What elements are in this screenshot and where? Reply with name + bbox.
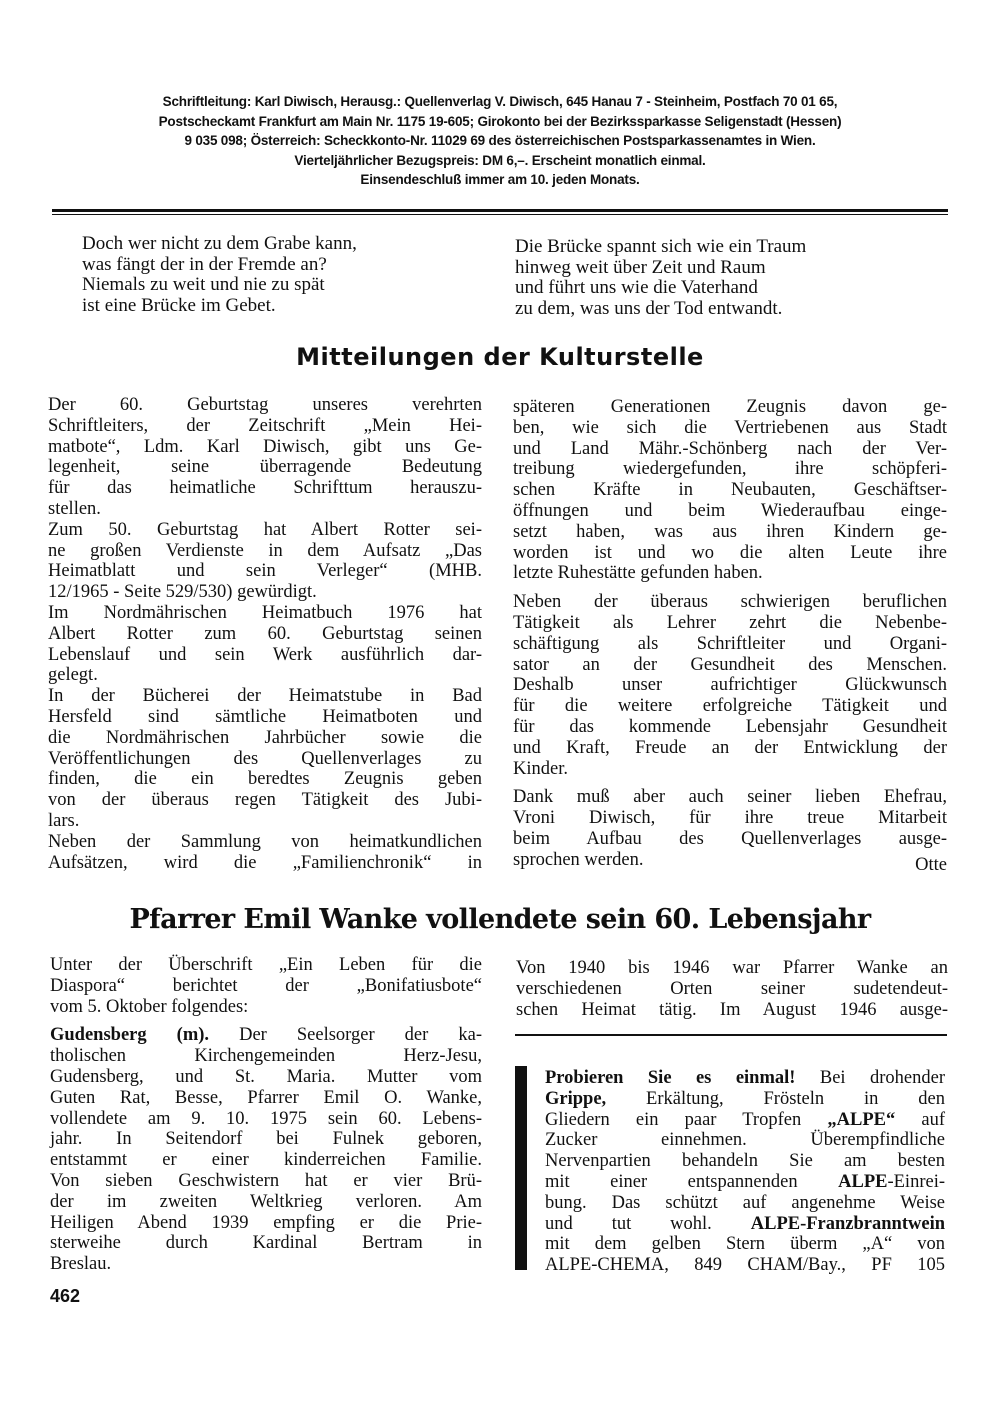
text-line: ne großen Verdienste in dem Aufsatz „Das — [48, 540, 482, 561]
text-line: In der Bücherei der Heimatstube in Bad — [48, 686, 482, 707]
text-line: stellen. — [48, 498, 101, 519]
kulturstelle-right-column — [513, 397, 947, 871]
text-line: Zum 50. Geburtstag hat Albert Rotter sei- — [48, 519, 482, 540]
text-line: für das kommende Lebensjahr Gesundheit — [513, 716, 947, 737]
text-line: vollendete am 9. 10. 1975 sein 60. Lebens- — [50, 1108, 482, 1129]
text-line: beim Aufbau des Quellenverlages ausge- — [513, 828, 947, 849]
poem-line: und führt uns wie die Vaterhand — [515, 277, 758, 298]
text-line: Schriftleiters, der Zeitschrift „Mein Hei- — [48, 415, 482, 436]
advertisement — [545, 1068, 945, 1276]
text-line: und Land Mähr.-Schönberg nach der Ver- — [513, 438, 947, 459]
text-line: entstammt er einer kinderreichen Familie. — [50, 1150, 482, 1171]
masthead-line: Vierteljährlicher Bezugspreis: DM 6,–. Erscheint monatlich einmal. — [294, 152, 706, 168]
text-line: von der überaus regen Tätigkeit des Jubi- — [48, 790, 482, 811]
text-line: Tätigkeit als Lehrer zehrt die Nebenbe- — [513, 612, 947, 633]
kulturstelle-left-column — [48, 395, 482, 873]
text-line: Heimatblatt und sein Verleger“ (MHB. — [48, 561, 482, 582]
wanke-left-column — [50, 955, 482, 1275]
poem-left-stanza — [82, 234, 357, 316]
wanke-right-column — [516, 958, 948, 1020]
text-line: setzt haben, was aus ihren Kindern ge- — [513, 521, 947, 542]
text-line — [545, 1089, 945, 1110]
paragraph — [516, 958, 948, 1020]
masthead-line: Einsendeschluß immer am 10. jeden Monats. — [360, 172, 640, 187]
bold-segment: „ALPE“ — [827, 1109, 896, 1130]
text-segment: Erkältung, Frösteln in den — [606, 1088, 945, 1109]
text-line: der im zweiten Weltkrieg verloren. Am — [50, 1191, 482, 1212]
masthead-rule — [52, 209, 948, 212]
text-line: Diaspora“ berichtet der „Bonifatiusbote“ — [50, 975, 482, 996]
poem-line: Doch wer nicht zu dem Grabe kann, — [82, 233, 357, 254]
text-line: schen Kräfte in Neubauten, Geschäftser- — [513, 480, 947, 501]
text-line: Von sieben Geschwistern hat er vier Brü- — [50, 1170, 482, 1191]
text-line: Breslau. — [50, 1254, 112, 1275]
poem-right-stanza — [515, 237, 806, 319]
poem-line: Niemals zu weit und nie zu spät — [82, 274, 325, 295]
text-segment: auf — [895, 1109, 945, 1130]
text-line: sprochen werden. — [513, 849, 644, 870]
text-line: 12/1965 - Seite 529/530) gewürdigt. — [48, 582, 317, 603]
text-line — [545, 1172, 945, 1193]
page-number: 462 — [50, 1286, 81, 1306]
text-line — [545, 1110, 945, 1131]
paragraph — [513, 592, 947, 779]
paragraph — [48, 520, 482, 603]
text-line: für das heimatliche Schrifttum herauszu- — [48, 478, 482, 499]
text-segment: -Einrei- — [887, 1171, 945, 1192]
text-segment: Der Seelsorger der ka- — [209, 1025, 482, 1046]
text-line: Dank muß aber auch seiner lieben Ehefrau, — [513, 787, 947, 808]
text-line: für die weitere erfolgreiche Tätigkeit und — [513, 696, 947, 717]
text-line: Deshalb unser aufrichtiger Glückwunsch — [513, 675, 947, 696]
text-line: Gudensberg, und St. Maria. Mutter vom — [50, 1066, 482, 1087]
text-line: treibung wiedergefunden, ihre schöpferi- — [513, 459, 947, 480]
text-segment: Bei drohender — [795, 1068, 945, 1088]
text-line: legenheit, seine überragende Bedeutung — [48, 457, 482, 478]
text-segment: Gliedern ein paar Tropfen — [545, 1109, 828, 1130]
text-line: verschiedenen Orten seiner sudetendeut- — [516, 978, 948, 999]
masthead-line: 9 035 098; Österreich: Scheckkonto-Nr. 11029 69 des österreichischen Postsparkassenamtes in Wien. — [184, 133, 816, 148]
text-line: bung. Das schützt auf angenehme Weise — [545, 1192, 945, 1213]
poem-line: Die Brücke spannt sich wie ein Traum — [515, 236, 807, 257]
text-line: und Kraft, Freude an der Entwicklung der — [513, 737, 947, 758]
text-line — [545, 1068, 945, 1089]
masthead-line: Postscheckamt Frankfurt am Main Nr. 1175 19-605; Girokonto bei der Bezirkssparkasse Seligenstadt (Hessen) — [158, 113, 842, 129]
text-line: tholischen Kirchengemeinden Herz-Jesu, — [50, 1046, 482, 1067]
text-line: ALPE-CHEMA, 849 CHAM/Bay., PF 105 — [545, 1255, 945, 1276]
text-line: Hersfeld sind sämtliche Heimatboten und — [48, 706, 482, 727]
text-line: Neben der Sammlung von heimatkundlichen — [48, 831, 482, 852]
text-line: Aufsätzen, wird die „Familienchronik“ in — [48, 852, 482, 873]
text-line: schäftigung als Schriftleiter und Organi- — [513, 633, 947, 654]
bold-segment: Probieren Sie es einmal! — [545, 1068, 796, 1088]
masthead-rule-thin — [52, 214, 948, 215]
text-line: Kinder. — [513, 758, 568, 779]
text-segment: und tut wohl. — [545, 1213, 751, 1234]
text-line: sterweihe durch Kardinal Bertram in — [50, 1233, 482, 1254]
masthead-line: Schriftleitung: Karl Diwisch, Herausg.: Quellenverlag V. Diwisch, 645 Hanau 7 - Steinheim, Postfach 70 01 65, — [162, 94, 838, 109]
text-line: Lebenslauf und sein Werk ausführlich dar- — [48, 644, 482, 665]
paragraph — [48, 686, 482, 832]
bold-segment: ALPE-Franzbranntwein — [750, 1213, 945, 1234]
text-line: vom 5. Oktober folgendes: — [50, 996, 249, 1017]
text-line: jahr. In Seitendorf bei Fulnek geboren, — [50, 1129, 482, 1150]
text-line: öffnungen und beim Wiederaufbau einge- — [513, 500, 947, 521]
text-line: letzte Ruhestätte gefunden haben. — [513, 563, 763, 584]
text-line — [545, 1214, 945, 1235]
text-line: finden, die ein beredtes Zeugnis geben — [48, 769, 482, 790]
text-line: die Nordmährischen Jahrbücher sowie die — [48, 727, 482, 748]
text-line: Zucker einnehmen. Überempfindliche — [545, 1130, 945, 1151]
text-line: worden ist und wo die alten Leute ihre — [513, 542, 947, 563]
paragraph — [50, 955, 482, 1017]
text-line: ben, wie sich die Vertriebenen aus Stadt — [513, 417, 947, 438]
text-segment: mit einer entspannenden — [545, 1171, 839, 1192]
bold-segment: ALPE — [838, 1171, 888, 1192]
text-line: Im Nordmährischen Heimatbuch 1976 hat — [48, 602, 482, 623]
text-line: matbote“, Ldm. Karl Diwisch, gibt uns Ge- — [48, 436, 482, 457]
section-heading-kulturstelle: Mitteilungen der Kulturstelle — [296, 343, 704, 371]
text-line: späteren Generationen Zeugnis davon ge- — [513, 397, 947, 417]
paragraph — [48, 603, 482, 686]
text-line — [50, 1025, 482, 1046]
text-line: gelegt. — [48, 665, 98, 686]
author-signature: Otte — [915, 855, 947, 875]
poem-line: hinweg weit über Zeit und Raum — [515, 256, 766, 278]
bold-segment: Gudensberg (m). — [50, 1025, 210, 1046]
text-line: Heiligen Abend 1939 empfing er die Prie- — [50, 1212, 482, 1233]
text-line: Albert Rotter zum 60. Geburtstag seinen — [48, 623, 482, 644]
paragraph — [50, 1025, 482, 1275]
poem-line: zu dem, was uns der Tod entwandt. — [515, 297, 783, 319]
text-line: Guten Rat, Besse, Pfarrer Emil O. Wanke, — [50, 1087, 482, 1108]
text-line: schen Heimat tätig. Im August 1946 ausge- — [516, 999, 948, 1020]
paragraph — [48, 395, 482, 520]
advertisement-bar — [515, 1066, 527, 1270]
text-line: Neben der überaus schwierigen beruflichen — [513, 592, 947, 613]
paragraph — [513, 397, 947, 584]
paragraph — [48, 832, 482, 874]
paragraph — [513, 787, 947, 870]
text-line: lars. — [48, 810, 80, 831]
section-heading-wanke: Pfarrer Emil Wanke vollendete sein 60. Lebensjahr — [129, 904, 871, 935]
column-rule — [515, 1034, 947, 1036]
text-line: Unter der Überschrift „Ein Leben für die — [50, 955, 482, 975]
poem-line: ist eine Brücke im Gebet. — [82, 294, 276, 316]
masthead — [40, 92, 960, 190]
text-line: Nervenpartien behandeln Sie am besten — [545, 1151, 945, 1172]
text-line: mit dem gelben Stern überm „A“ von — [545, 1234, 945, 1255]
poem-line: was fängt der in der Fremde an? — [82, 253, 327, 275]
text-line: sator an der Gesundheit des Menschen. — [513, 654, 947, 675]
text-line: Veröffentlichungen des Quellenverlages zu — [48, 748, 482, 769]
bold-segment: Grippe, — [545, 1088, 607, 1109]
text-line: Der 60. Geburtstag unseres verehrten — [48, 395, 482, 415]
text-line: Vroni Diwisch, für ihre treue Mitarbeit — [513, 808, 947, 829]
text-line: Von 1940 bis 1946 war Pfarrer Wanke an — [516, 958, 948, 978]
